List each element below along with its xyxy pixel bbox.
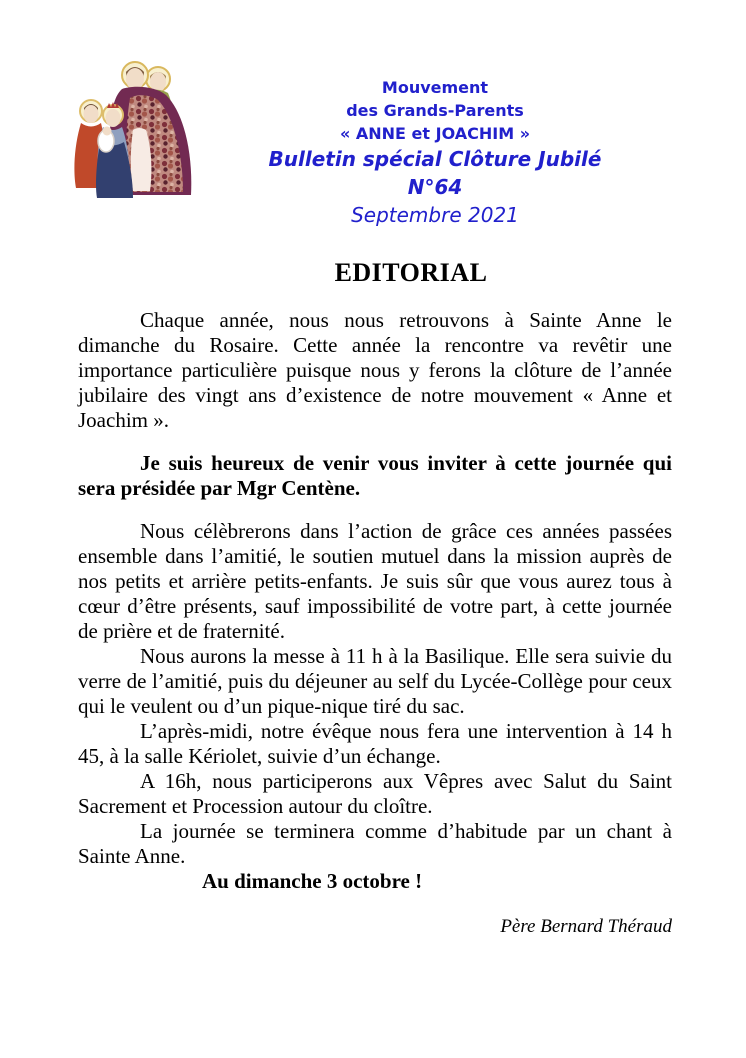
masthead-line-movement: Mouvement bbox=[381, 78, 489, 97]
editorial-body bbox=[78, 308, 672, 939]
signature: Père Bernard Théraud bbox=[500, 916, 672, 937]
masthead-line-bulletin: Bulletin spécial Clôture Jubilé bbox=[268, 147, 602, 171]
paragraph-vespers: A 16h, nous participerons aux Vêpres avec Salut du Saint Sacrement et Procession autour du cloître. bbox=[78, 769, 672, 818]
editorial-title: EDITORIAL bbox=[334, 258, 488, 287]
paragraph-afternoon: L’après-midi, notre évêque nous fera une intervention à 14 h 45, à la salle Kériolet, suivie d’un échange. bbox=[78, 719, 672, 768]
masthead-line-number: N°64 bbox=[407, 175, 463, 199]
paragraph-celebration: Nous célèbrerons dans l’action de grâce ces années passées ensemble dans l’amitié, le soutien mutuel dans la mission auprès de nos petits et arrière petits-enfants. Je suis sûr que vous aurez tous à cœur d’être présents, sauf impossibilité de votre part, à cette journée de prière et de fraternité. bbox=[78, 519, 672, 643]
closing-line: Au dimanche 3 octobre ! bbox=[202, 869, 423, 893]
paragraph-ending: La journée se terminera comme d’habitude par un chant à Sainte Anne. bbox=[78, 819, 672, 868]
paragraph-invitation: Je suis heureux de venir vous inviter à cette journée qui sera présidée par Mgr Centène. bbox=[78, 451, 672, 500]
masthead-line-grandparents: des Grands-Parents bbox=[346, 101, 524, 120]
masthead bbox=[130, 76, 740, 229]
masthead-line-anne-joachim: « ANNE et JOACHIM » bbox=[339, 124, 531, 143]
paragraph-mass: Nous aurons la messe à 11 h à la Basilique. Elle sera suivie du verre de l’amitié, puis du déjeuner au self du Lycée-Collège pour ceux qui le veulent ou d’un pique-nique tiré du sac. bbox=[78, 644, 672, 718]
masthead-line-date: Septembre 2021 bbox=[351, 203, 519, 227]
paragraph-intro: Chaque année, nous nous retrouvons à Sainte Anne le dimanche du Rosaire. Cette année la rencontre va revêtir une importance particulière puisque nous y ferons la clôture de l’année jubilaire des vingt ans d’existence de notre mouvement « Anne et Joachim ». bbox=[78, 308, 672, 432]
